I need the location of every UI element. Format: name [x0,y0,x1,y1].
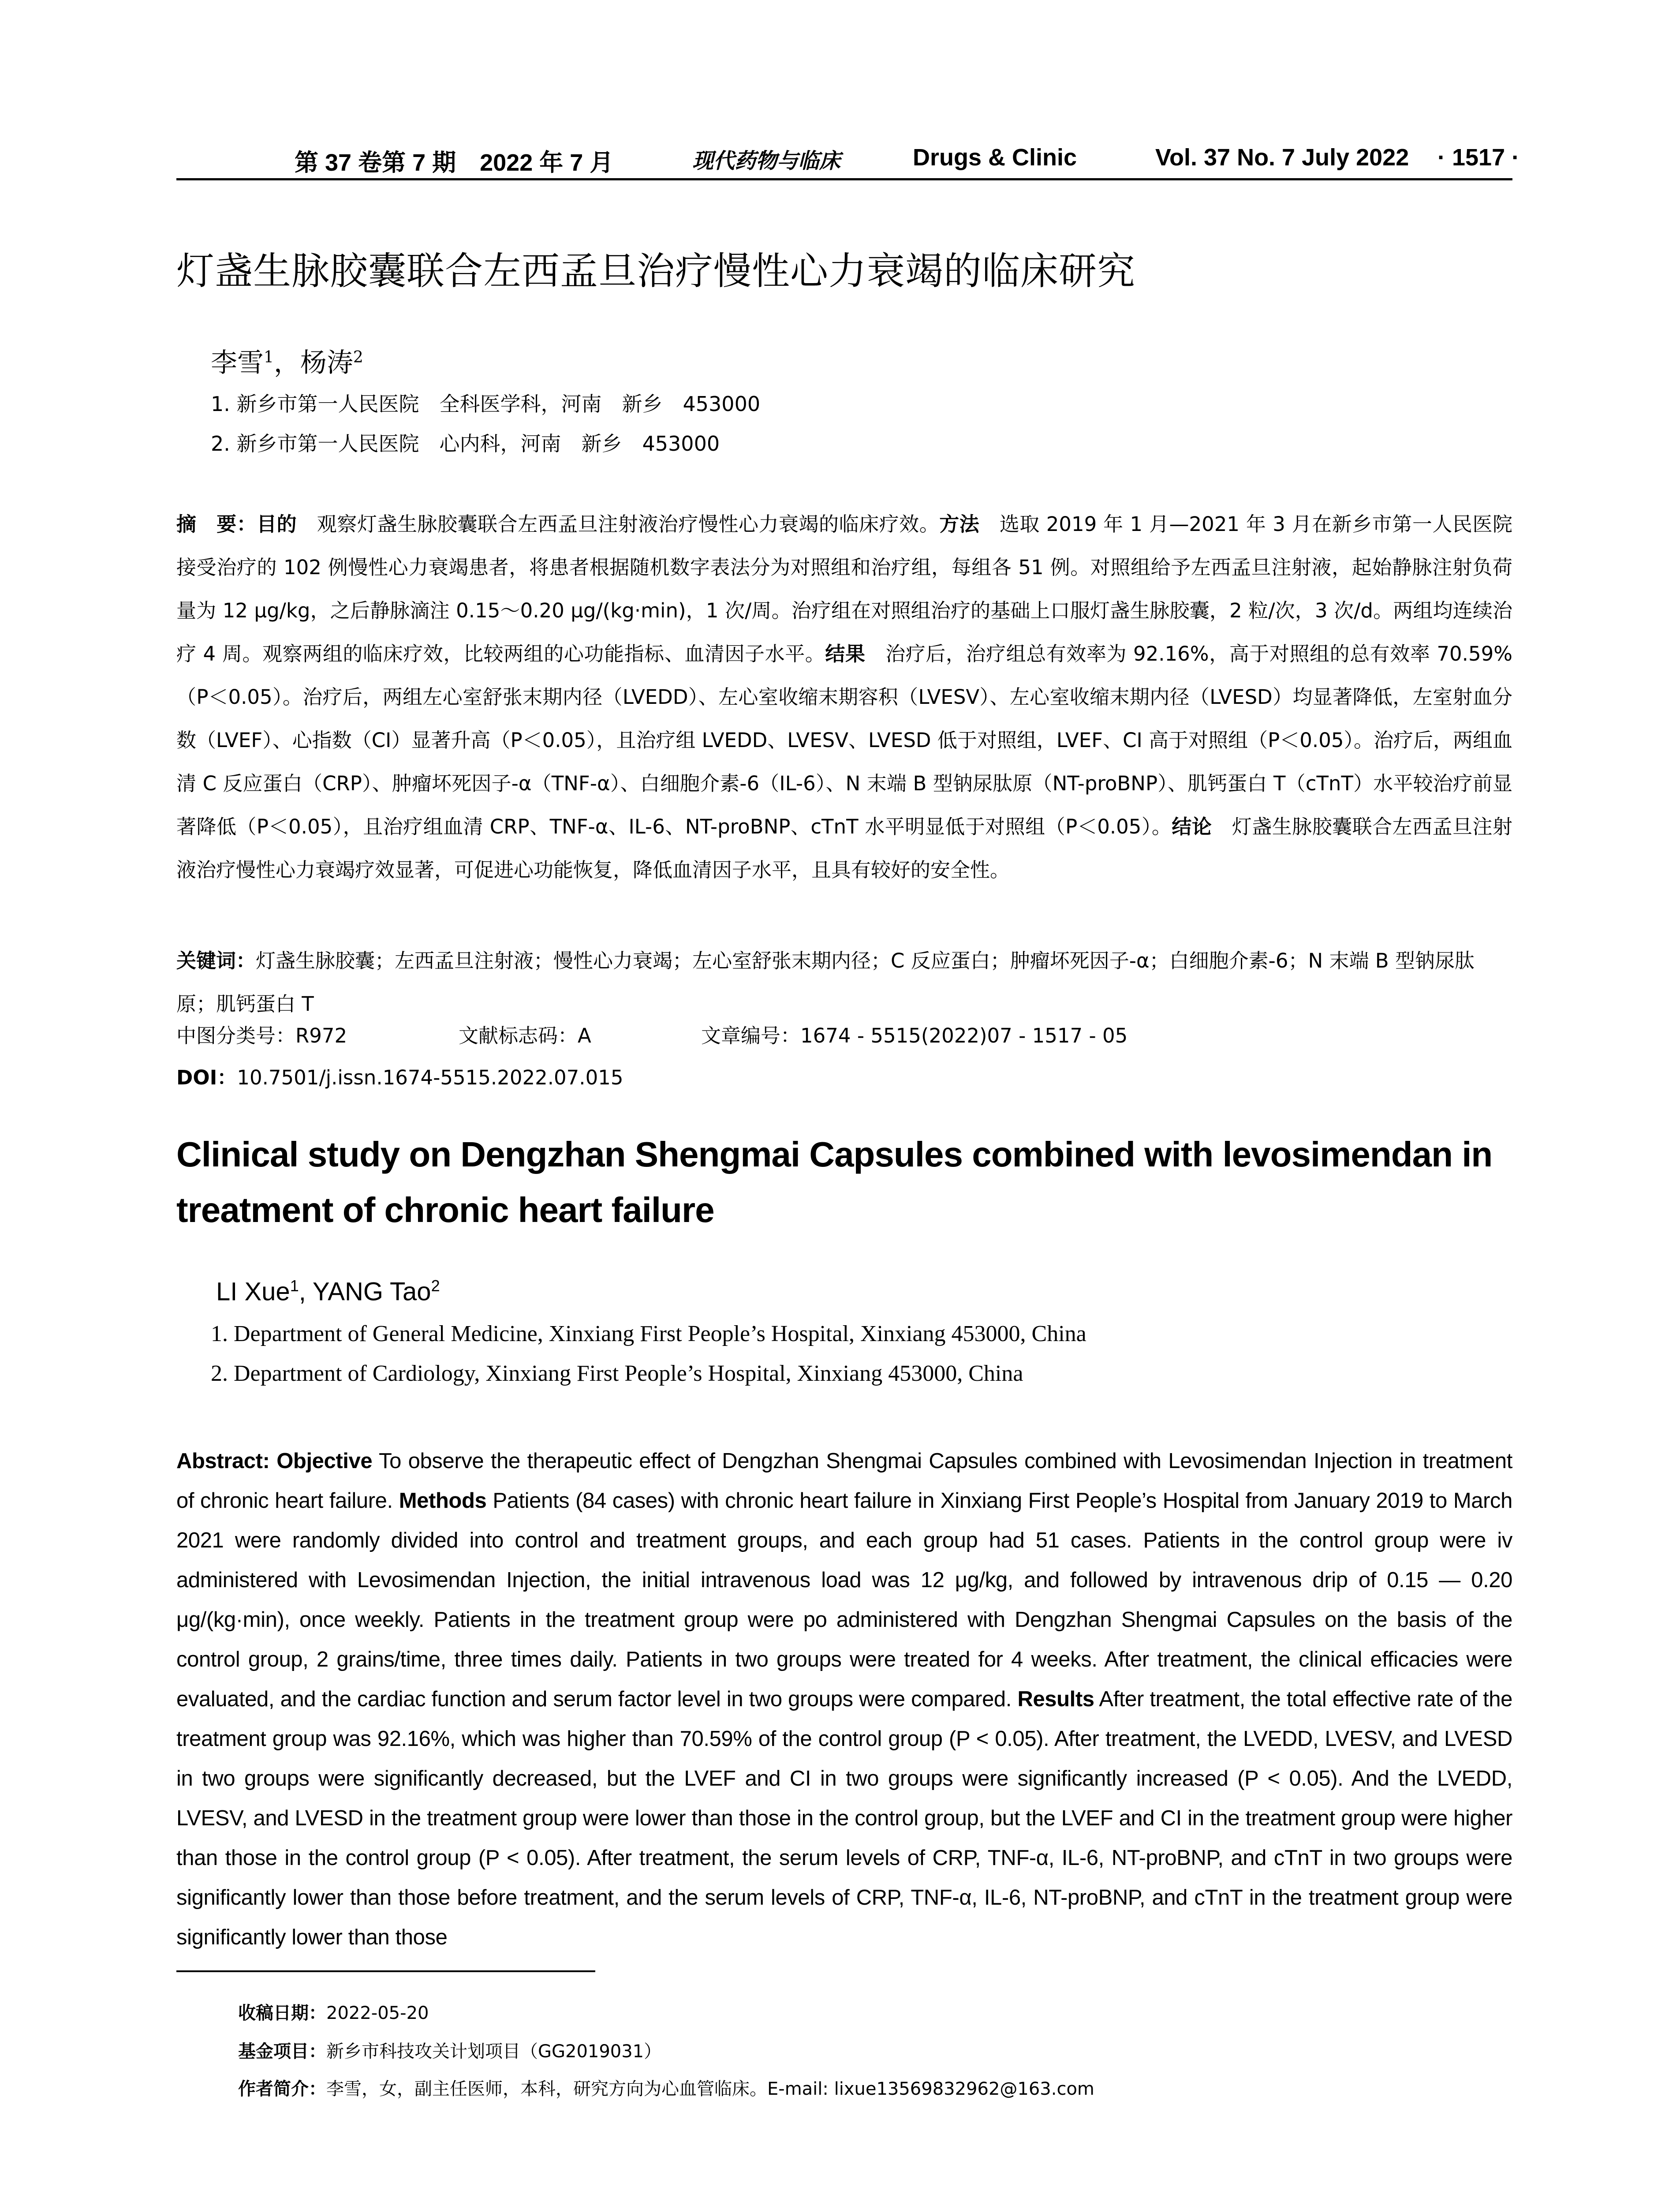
fund-label: 基金项目： [238,2041,326,2062]
abstract-cn-label: 摘 要： [176,512,257,536]
methods-label-en: Methods [399,1489,487,1513]
title-en: Clinical study on Dengzhan Shengmai Capsules combined with levosimendan in treatment of chronic heart failure [176,1135,1493,1230]
objective-label-cn: 目的 [257,512,297,536]
author-2-cn: 杨涛 [300,348,353,378]
title-cn: 灯盏生脉胶囊联合左西孟旦治疗慢性心力衰竭的临床研究 [176,249,1135,293]
abstract-en [176,1441,1512,1957]
footnote-author [238,2075,1094,2100]
footnote-received [238,1999,429,2024]
document-code: 文献标志码：A [459,1024,591,1047]
authors-cn [211,342,363,380]
footnote-fund [238,2037,661,2063]
abstract-en-label: Abstract: [176,1449,277,1473]
doi-label: DOI： [176,1066,237,1089]
affiliation-cn-2: 2. 新乡市第一人民医院 心内科，河南 新乡 453000 [211,432,720,456]
header-issue-en: Vol. 37 No. 7 July 2022 [1155,144,1409,171]
author-2-sup: 2 [353,348,363,366]
results-text-cn: 治疗后，治疗组总有效率为 92.16%，高于对照组的总有效率 70.59%（P＜0.05）。治疗后，两组左心室舒张末期内径（LVEDD）、左心室收缩末期容积（LVESV）、左心室收缩末期内径（LVESD）均显著降低，左室射血分数（LVEF）、心指数（CI）显著升高（P＜0.05），且治疗组 LVEDD、LVESV、LVESD 低于对照组，LVEF、CI 高于对照组（P＜0.05）。治疗后，两组血清 C 反应蛋白（CRP）、肿瘤坏死因子-α（TNF-α）、白细胞介素-6（IL-6）、N 末端 B 型钠尿肽原（NT-proBNP）、肌钙蛋白 T（cTnT）水平较治疗前显著降低（P＜0.05），且治疗组血清 CRP、TNF-α、IL-6、NT-proBNP、cTnT 水平明显低于对照组（P＜0.05）。 [176,642,1512,838]
header-rule [176,178,1512,180]
methods-label-cn: 方法 [939,512,980,536]
objective-text-cn: 观察灯盏生脉胶囊联合左西孟旦注射液治疗慢性心力衰竭的临床疗效。 [297,512,940,536]
methods-text-cn: 选取 2019 年 1 月—2021 年 3 月在新乡市第一人民医院接受治疗的 102 例慢性心力衰竭患者，将患者根据随机数字表法分为对照组和治疗组，每组各 51 例。对照组给予左西孟旦注射液，起始静脉注射负荷量为 12 μg/kg，之后静脉滴注 0.15～0.20 μg/(kg·min)，1 次/周。治疗组在对照组治疗的基础上口服灯盏生脉胶囊，2 粒/次，3 次/d。两组均连续治疗 4 周。观察两组的临床疗效，比较两组的心功能指标、血清因子水平。 [176,512,1512,665]
author-1-en-sup: 1 [290,1277,299,1295]
received-label: 收稿日期： [238,2003,326,2023]
author-bio-text: 李雪，女，副主任医师，本科，研究方向为心血管临床。E-mail: lixue13569832962@163.com [326,2079,1094,2099]
keywords-cn [176,939,1512,1026]
objective-text-en: To observe the therapeutic effect of Dengzhan Shengmai Capsules combined with Levosimendan Injection in treatment of chronic heart failure. [176,1449,1512,1513]
clc-number: 中图分类号：R972 [176,1024,347,1047]
abstract-cn [176,503,1512,892]
header-journal-en: Drugs & Clinic [913,144,1077,171]
author-bio-label: 作者简介： [238,2079,326,2099]
header-issue-cn: 第 37 卷第 7 期 2022 年 7 月 [295,149,614,176]
doi-value[interactable]: 10.7501/j.issn.1674-5515.2022.07.015 [237,1066,623,1089]
methods-text-en: Patients (84 cases) with chronic heart failure in Xinxiang First People’s Hospital from January 2019 to March 2021 were randomly divided into control and treatment groups, and each group had 51 cases. Patients in the control group were iv administered with Levosimendan Injection, the initial intravenous load was 12 μg/kg, and followed by intravenous drip of 0.15 — 0.20 μg/(kg·min), once weekly. Patients in the treatment group were po administered with Dengzhan Shengmai Capsules on the basis of the control group, 2 grains/time, three times daily. Patients in two groups were treated for 4 weeks. After treatment, the clinical efficacies were evaluated, and the cardiac function and serum factor level in two groups were compared. [176,1489,1512,1711]
author-1-sup: 1 [264,348,274,366]
keywords-text: 灯盏生脉胶囊；左西孟旦注射液；慢性心力衰竭；左心室舒张末期内径；C 反应蛋白；肿瘤坏死因子-α；白细胞介素-6；N 末端 B 型钠尿肽原；肌钙蛋白 T [176,949,1475,1016]
author-separator-en: , [299,1277,313,1306]
header-page-number: · 1517 · [1437,144,1520,171]
received-date: 2022-05-20 [326,2003,429,2023]
fund-text: 新乡市科技攻关计划项目（GG2019031） [326,2041,662,2062]
conclusion-label-cn: 结论 [1172,815,1212,838]
author-2-en-sup: 2 [431,1277,440,1295]
affiliation-cn-1: 1. 新乡市第一人民医院 全科医学科，河南 新乡 453000 [211,392,761,416]
article-number: 文章编号：1674 - 5515(2022)07 - 1517 - 05 [701,1024,1128,1047]
author-separator: ， [273,348,300,378]
affiliation-en-1: 1. Department of General Medicine, Xinxiang First People’s Hospital, Xinxiang 453000, China [211,1321,1086,1346]
keywords-label: 关键词： [176,949,256,972]
results-label-cn: 结果 [825,642,866,665]
conclusion-text-cn: 灯盏生脉胶囊联合左西孟旦注射液治疗慢性心力衰竭疗效显著，可促进心功能恢复，降低血清因子水平，且具有较好的安全性。 [176,815,1512,882]
results-text-en: After treatment, the total effective rate of the treatment group was 92.16%, which was higher than 70.59% of the control group (P < 0.05). After treatment, the LVEDD, LVESV, and LVESD in two groups were significantly decreased, but the LVEF and CI in two groups were significantly increased (P < 0.05). And the LVEDD, LVESV, and LVESD in the treatment group were lower than those in the control group, but the LVEF and CI in the treatment group were higher than those in the control group (P < 0.05). After treatment, the serum levels of CRP, TNF-α, IL-6, NT-proBNP, and cTnT in two groups were significantly lower than those before treatment, and the serum levels of CRP, TNF-α, IL-6, NT-proBNP, and cTnT in the treatment group were significantly lower than those [176,1687,1512,1949]
author-1-en: LI Xue [216,1277,290,1306]
results-label-en: Results [1017,1687,1094,1711]
author-1-cn: 李雪 [211,348,264,378]
running-header [176,140,1520,176]
objective-label-en: Objective [276,1449,373,1473]
header-journal-cn: 现代药物与临床 [692,149,841,173]
footnote-rule [176,1970,595,1972]
doi-line [176,1056,1512,1099]
authors-en [216,1277,440,1306]
affiliation-en-2: 2. Department of Cardiology, Xinxiang First People’s Hospital, Xinxiang 453000, China [211,1361,1023,1386]
author-2-en: YANG Tao [312,1277,431,1306]
